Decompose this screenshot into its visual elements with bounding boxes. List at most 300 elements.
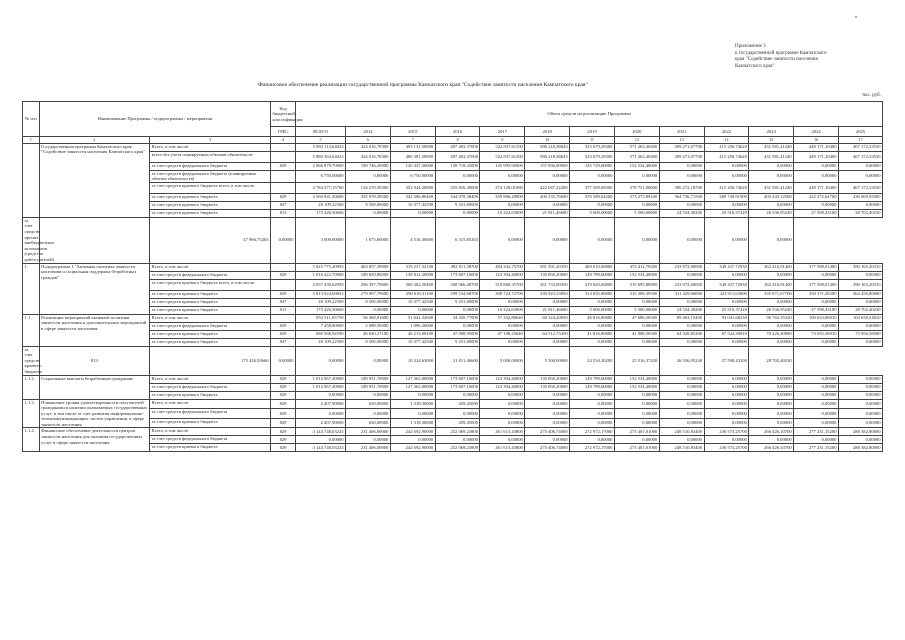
- table-row: [23, 162, 883, 170]
- year-amount: 0,00000: [614, 391, 659, 399]
- year-amount: 231 406,00000: [346, 444, 391, 452]
- funding-source: за счет средств федерального бюджета: [150, 409, 271, 419]
- year-amount: 0,00000: [570, 170, 615, 182]
- year-amount: 152 534,40000: [614, 383, 659, 391]
- year-amount: 0,00000: [614, 338, 659, 346]
- funding-source: за счет средств краевого бюджета: [150, 391, 271, 399]
- year-amount: 0,00000: [614, 409, 659, 419]
- year-amount: 0,00000: [570, 391, 615, 399]
- total-amount: 0,00000: [296, 409, 346, 419]
- year-amount: 0,00000: [659, 201, 704, 209]
- year-amount: 0,00000: [659, 298, 704, 306]
- year-amount: 152 534,40000: [614, 271, 659, 279]
- year-amount: 525 679,29300: [570, 151, 615, 162]
- year-amount: 0,00000: [704, 217, 749, 263]
- year-amount: 0,00000: [525, 298, 570, 306]
- year-amount: 75 956,58580: [838, 330, 882, 338]
- year-amount: 279 097,79600: [346, 290, 391, 298]
- year-amount: 323 911,63000: [704, 290, 749, 298]
- year-amount: 0,00000: [614, 217, 659, 263]
- grbs-code: 813: [39, 346, 149, 375]
- year-amount: 630,00000: [346, 399, 391, 409]
- year-amount: 525 679,29300: [570, 143, 615, 151]
- year-amount: 104 658,54810: [838, 314, 882, 322]
- year-amount: 0,00000: [659, 162, 704, 170]
- grbs-code: [271, 143, 296, 151]
- appendix-line: края "Содействие занятости населения: [735, 57, 818, 62]
- year-amount: 403 243,12500: [749, 193, 794, 201]
- units-label: тыс. руб.: [862, 93, 881, 98]
- year-amount: 139 718,25000: [435, 162, 480, 170]
- total-amount: 3 144 748,03243: [296, 444, 346, 452]
- year-amount: 149 789,60000: [570, 383, 615, 391]
- year-amount: 25 516,37420: [704, 306, 749, 314]
- year-amount: 93 041,68230: [704, 314, 749, 322]
- total-amount: 175 426,50660: [296, 306, 346, 314]
- year-amount: 377 598,01400: [794, 279, 839, 290]
- year-amount: 0,00000: [749, 436, 794, 444]
- year-amount: 390 165,20310: [838, 263, 882, 271]
- year-amount: 324 016,78300: [346, 151, 391, 162]
- column-number: 6: [346, 137, 391, 144]
- year-amount: 0,00000: [570, 436, 615, 444]
- header-year: 2025: [838, 127, 882, 137]
- table-row: [23, 444, 883, 452]
- year-amount: 0,00000: [480, 217, 525, 263]
- year-amount: 0,00000: [659, 375, 704, 383]
- funding-source: за счет средств краевого бюджета: [150, 418, 271, 428]
- year-amount: 308 966,48700: [435, 279, 480, 290]
- year-amount: 422 047,22200: [525, 182, 570, 193]
- header-code: Код бюджетной классификации: [271, 102, 296, 127]
- row-number: 1.1.: [23, 314, 40, 346]
- row-number: 1.1.3.: [23, 399, 40, 428]
- year-amount: 0,00000: [525, 409, 570, 419]
- year-amount: 0,00000: [838, 399, 882, 409]
- year-amount: 0,00000: [346, 436, 391, 444]
- year-amount: 0,00000: [794, 170, 839, 182]
- funding-source: за счет средств федерального бюджета (планируемые объемы обязательств): [150, 170, 271, 182]
- grbs-code: 829: [271, 162, 296, 170]
- total-amount: 4 037 439,62993: [296, 279, 346, 290]
- table-row: [23, 346, 883, 375]
- year-amount: 581 591,20350: [525, 263, 570, 271]
- year-amount: 275 406,74000: [525, 428, 570, 436]
- column-number: 5: [296, 137, 346, 144]
- year-amount: 0,00000: [614, 436, 659, 444]
- year-amount: 0,00000: [570, 418, 615, 428]
- column-number: 12: [614, 137, 659, 144]
- year-amount: 415 256,74620: [704, 151, 749, 162]
- program-name: Подпрограмма 1 "Активная политика занятости населения и социальная поддержка безработных граждан": [39, 263, 149, 314]
- year-amount: 64 928,85200: [659, 330, 704, 338]
- year-amount: 415 256,74620: [704, 143, 749, 151]
- funding-source: за счет средств краевого бюджета: [150, 193, 271, 201]
- funding-source: за счет средств краевого бюджета: [150, 201, 271, 209]
- year-amount: 522 837,61100: [480, 143, 525, 151]
- year-amount: 24 534,30200: [659, 306, 704, 314]
- column-number: 2: [39, 137, 149, 144]
- year-amount: 374 129,01960: [480, 182, 525, 193]
- year-amount: 0,00000: [749, 375, 794, 383]
- year-amount: 5 000,00000: [480, 346, 525, 375]
- year-amount: 10 377,42500: [390, 298, 435, 306]
- year-amount: 0,00000: [346, 391, 391, 399]
- year-amount: 0,00000: [390, 409, 435, 419]
- year-amount: 0,00000: [794, 383, 839, 391]
- year-amount: 319 695,80900: [614, 279, 659, 290]
- table-row: [23, 306, 883, 314]
- year-amount: 67 524,30810: [704, 330, 749, 338]
- year-amount: 28 702,40230: [838, 306, 882, 314]
- table-row: [23, 314, 883, 322]
- header-year: 2024: [794, 127, 839, 137]
- year-amount: 0,00000: [704, 271, 749, 279]
- year-amount: 339 923,53850: [525, 290, 570, 298]
- year-amount: 361 733,00350: [525, 279, 570, 290]
- year-amount: 9 431,80000: [435, 298, 480, 306]
- year-amount: 377 509,69300: [570, 182, 615, 193]
- year-amount: 0,00000: [659, 322, 704, 330]
- table-row: [23, 375, 883, 383]
- year-amount: 41 988,56500: [614, 330, 659, 338]
- year-amount: 0,00000: [794, 409, 839, 419]
- column-number: 3: [150, 137, 271, 144]
- year-amount: 26 536,95240: [659, 346, 704, 375]
- row-number: 1.: [23, 263, 40, 314]
- year-amount: 0,00000: [794, 298, 839, 306]
- year-amount: 233 972,00000: [659, 279, 704, 290]
- year-amount: 0,00000: [570, 399, 615, 409]
- year-amount: 352 944,28900: [390, 182, 435, 193]
- year-amount: 0,00000: [480, 418, 525, 428]
- total-amount: 2 407,90000: [296, 399, 346, 409]
- year-amount: 364 736,71500: [659, 193, 704, 201]
- year-amount: 0,00000: [794, 375, 839, 383]
- column-number: 11: [570, 137, 615, 144]
- funding-source: за счет средств краевого бюджета: [24, 346, 42, 374]
- year-amount: 0,00000: [346, 170, 391, 182]
- year-amount: 152 534,40000: [614, 375, 659, 383]
- year-amount: 467 172,33530: [838, 151, 882, 162]
- year-amount: 355 816,30000: [435, 182, 480, 193]
- program-name: Финансовое обеспечение деятельности центров занятости населения для оказания государственных услуг в сфере занятости населения: [39, 428, 149, 452]
- year-amount: 273 401,01000: [614, 444, 659, 452]
- year-amount: 1 318,30000: [390, 399, 435, 409]
- year-amount: 252 069,23800: [435, 444, 480, 452]
- grbs-code: [271, 170, 296, 182]
- year-amount: 308 723,72700: [480, 290, 525, 298]
- row-number: [23, 143, 40, 217]
- year-amount: 0,00000: [749, 201, 794, 209]
- grbs-code: 813: [271, 209, 296, 217]
- year-amount: 0,00000: [435, 409, 480, 419]
- financing-table: [22, 101, 883, 452]
- header-year: 2020: [614, 127, 659, 137]
- year-amount: 47 008,95000: [435, 330, 480, 338]
- year-amount: 261 615,43800: [480, 444, 525, 452]
- year-amount: 0,00000: [749, 217, 794, 263]
- year-amount: 157 836,00000: [525, 162, 570, 170]
- year-amount: 0,00000: [614, 322, 659, 330]
- year-amount: 422 272,64700: [794, 193, 839, 201]
- year-amount: 189 746,20000: [346, 162, 391, 170]
- year-amount: 47 686,56500: [614, 314, 659, 322]
- table-body: [23, 143, 883, 452]
- year-amount: 123 394,40000: [480, 271, 525, 279]
- header-year: 2018: [525, 127, 570, 137]
- year-amount: 469 610,66800: [570, 263, 615, 271]
- corner-mark: [855, 16, 857, 18]
- total-amount: 3 144 748,03243: [296, 428, 346, 436]
- table-row: [23, 399, 883, 409]
- grbs-code: 829: [271, 322, 296, 330]
- year-amount: 484 342,75700: [480, 263, 525, 271]
- year-amount: 10 224,63000: [480, 209, 525, 217]
- year-amount: 0,00000: [794, 322, 839, 330]
- year-amount: 6 315,85263: [435, 217, 480, 263]
- year-amount: 8 500,00000: [346, 338, 391, 346]
- header-year: 2016: [435, 127, 480, 137]
- year-amount: 0,00000: [525, 338, 570, 346]
- total-amount: 1 012 967,40000: [296, 375, 346, 383]
- year-amount: 449 171,10400: [794, 143, 839, 151]
- year-amount: 0,00000: [480, 170, 525, 182]
- year-amount: 0,00000: [749, 418, 794, 428]
- funding-source: Всего, в том числе:: [150, 314, 271, 322]
- appendix-line: Приложение 3: [735, 44, 766, 49]
- column-number: 17: [838, 137, 882, 144]
- year-amount: 0,00000: [614, 170, 659, 182]
- year-amount: 173 697,10000: [435, 271, 480, 279]
- year-amount: 189 951,70000: [346, 375, 391, 383]
- year-amount: 47 108,25640: [480, 330, 525, 338]
- table-header: [23, 102, 883, 144]
- column-number: 16: [794, 137, 839, 144]
- year-amount: 0,00000: [659, 271, 704, 279]
- funding-source: за счет средств федерального бюджета: [150, 436, 271, 444]
- year-amount: 134 270,58300: [346, 182, 391, 193]
- year-amount: 399 271,07700: [659, 143, 704, 151]
- year-amount: 0,00000: [749, 391, 794, 399]
- year-amount: 0,00000: [838, 338, 882, 346]
- funding-source: Всего, в том числе:: [150, 399, 271, 409]
- year-amount: 272 972,17000: [570, 428, 615, 436]
- table-row: [23, 383, 883, 391]
- year-amount: 0,00000: [346, 306, 391, 314]
- year-amount: 522 837,61100: [480, 151, 525, 162]
- year-amount: 449 171,10400: [794, 151, 839, 162]
- table-row: [23, 409, 883, 419]
- row-number: 1.1.4.: [23, 428, 40, 452]
- year-amount: 51 641,32600: [390, 314, 435, 322]
- year-amount: 0,00000: [614, 298, 659, 306]
- year-amount: 252 069,23800: [435, 428, 480, 436]
- year-amount: 272 972,17000: [570, 444, 615, 452]
- total-amount: 4 560 841,30600: [296, 193, 346, 201]
- year-amount: 0,00000: [704, 399, 749, 409]
- program-name: Реализация мероприятий активной политики занятости населения и дополнительных мероприятий в сфере занятости населения: [39, 314, 149, 346]
- funding-source: за счет средств краевого бюджета всего, в том числе:: [150, 182, 271, 193]
- header-year: 2021: [659, 127, 704, 137]
- grbs-code: 829: [271, 290, 296, 298]
- year-amount: 370 589,64200: [570, 193, 615, 201]
- header-year: 2019: [570, 127, 615, 137]
- year-amount: 0,00000: [704, 383, 749, 391]
- funding-source: за счет средств федерального бюджета: [150, 383, 271, 391]
- total-amount: 175 426,50660: [296, 209, 346, 217]
- year-amount: 41 816,80800: [570, 330, 615, 338]
- year-amount: 2 088,50000: [346, 322, 391, 330]
- year-amount: 349 437,72930: [704, 279, 749, 290]
- year-amount: 24 534,30200: [570, 346, 615, 375]
- header-num: № п/п: [23, 102, 40, 137]
- year-amount: 73 035,36910: [794, 330, 839, 338]
- column-number: 8: [435, 137, 480, 144]
- grbs-code: [271, 279, 296, 290]
- year-amount: 0,00000: [794, 201, 839, 209]
- funding-source: Всего, в том числе:: [150, 375, 271, 383]
- year-amount: 571 263,40400: [614, 151, 659, 162]
- year-amount: 64 512,73450: [525, 330, 570, 338]
- year-amount: 149 789,60000: [570, 271, 615, 279]
- year-amount: 290 618,31100: [390, 290, 435, 298]
- year-amount: 497 403,37000: [435, 151, 480, 162]
- year-amount: 0,00000: [838, 383, 882, 391]
- year-amount: 335 871,67700: [749, 290, 794, 298]
- total-amount: 1 012 967,40000: [296, 383, 346, 391]
- table-row: [23, 182, 883, 193]
- year-amount: 0,00000: [346, 209, 391, 217]
- year-amount: 10 377,42500: [390, 338, 435, 346]
- appendix-note: [735, 44, 895, 70]
- year-amount: 96 763,35320: [749, 314, 794, 322]
- year-amount: 0,00000: [749, 271, 794, 279]
- year-amount: 4 516,30600: [390, 217, 435, 263]
- year-amount: 288 382,80000: [838, 444, 882, 452]
- year-amount: 0,00000: [480, 391, 525, 399]
- header-year: 2023: [749, 127, 794, 137]
- year-amount: 0,00000: [525, 201, 570, 209]
- year-amount: 630,00000: [346, 418, 391, 428]
- year-amount: 324 016,78300: [346, 143, 391, 151]
- year-amount: 266 426,10700: [749, 428, 794, 436]
- year-amount: 288 382,80000: [838, 428, 882, 436]
- year-amount: 0,00000: [525, 399, 570, 409]
- year-amount: 0,00000: [480, 409, 525, 419]
- table-row: [23, 322, 883, 330]
- total-amount: 175 426,50660: [150, 346, 271, 375]
- year-amount: 56 369,01600: [346, 314, 391, 322]
- year-amount: 0,00000: [570, 322, 615, 330]
- year-amount: 8 500,00000: [346, 298, 391, 306]
- year-amount: 431 581,41240: [749, 143, 794, 151]
- year-amount: 0,00000: [480, 201, 525, 209]
- year-amount: 0,00000: [435, 436, 480, 444]
- year-amount: 152 534,40000: [614, 162, 659, 170]
- total-amount: 28 109,22500: [296, 298, 346, 306]
- year-amount: 6 750,00000: [390, 170, 435, 182]
- year-amount: 0,00000: [480, 436, 525, 444]
- year-amount: 0,00000: [346, 346, 391, 375]
- year-amount: 26 536,95240: [749, 306, 794, 314]
- grbs-code: 829: [271, 391, 296, 399]
- total-amount: 5 883 113,64023: [296, 143, 346, 151]
- year-amount: 24 534,30200: [659, 209, 704, 217]
- year-amount: 0,00000: [390, 209, 435, 217]
- year-amount: 0,00000: [838, 170, 882, 182]
- year-amount: 0,00000: [794, 391, 839, 399]
- column-number: 4: [271, 137, 296, 144]
- year-amount: 0,00000: [614, 418, 659, 428]
- year-amount: 0,00000: [704, 322, 749, 330]
- year-amount: 0,00000: [794, 418, 839, 428]
- year-amount: 350 371,28200: [794, 290, 839, 298]
- total-amount: 4 784 377,15760: [296, 182, 346, 193]
- year-amount: 342 586,86400: [390, 193, 435, 201]
- year-amount: 10 224,63000: [390, 346, 435, 375]
- year-amount: 0,00000: [838, 409, 882, 419]
- year-amount: 145 995,90000: [480, 162, 525, 170]
- year-amount: 0,00000: [525, 418, 570, 428]
- grbs-code: 847: [271, 298, 296, 306]
- year-amount: 261 615,43800: [480, 428, 525, 436]
- year-amount: 139 858,20000: [525, 375, 570, 383]
- year-amount: 1 318,30000: [390, 418, 435, 428]
- grbs-code: [271, 151, 296, 162]
- year-amount: 231 406,00000: [346, 428, 391, 436]
- table-row: [23, 143, 883, 151]
- year-amount: 314 835,86800: [570, 290, 615, 298]
- year-amount: 0,00000: [704, 201, 749, 209]
- total-amount: 7 458,80000: [296, 322, 346, 330]
- year-amount: 0,00000: [704, 436, 749, 444]
- year-amount: 0,00000: [659, 409, 704, 419]
- year-amount: 0,00000: [794, 338, 839, 346]
- year-amount: 9 431,80000: [435, 201, 480, 209]
- year-amount: 344 078,38400: [435, 193, 480, 201]
- year-amount: 0,00000: [614, 399, 659, 409]
- total-amount: 2 407,90000: [296, 418, 346, 428]
- total-amount: 28 109,22500: [296, 201, 346, 209]
- table-row: [23, 418, 883, 428]
- year-amount: 0,00000: [346, 409, 391, 419]
- header-volume: Объем средств на реализацию Программы: [296, 102, 883, 127]
- year-amount: 266 426,10700: [749, 444, 794, 452]
- year-amount: 431 581,41240: [749, 151, 794, 162]
- year-amount: 0,00000: [614, 201, 659, 209]
- year-amount: 0,00000: [659, 170, 704, 182]
- year-amount: 0,00000: [749, 409, 794, 419]
- table-row: [23, 217, 883, 263]
- year-amount: 1 675,00000: [346, 217, 391, 263]
- year-amount: 0,00000: [704, 298, 749, 306]
- funding-source: всего без учета планируемых объемов обязательств: [150, 151, 271, 162]
- column-number: 15: [749, 137, 794, 144]
- year-amount: 362 416,91400: [749, 263, 794, 271]
- year-amount: 123 394,40000: [480, 383, 525, 391]
- year-amount: 34 435,77000: [435, 314, 480, 322]
- grbs-code: 829: [271, 193, 296, 201]
- year-amount: 463 857,39000: [346, 263, 391, 271]
- funding-source: за счет средств федерального бюджета: [150, 271, 271, 279]
- year-amount: 127 362,00000: [390, 383, 435, 391]
- year-amount: 0,00000: [838, 298, 882, 306]
- year-amount: 10 224,63000: [480, 306, 525, 314]
- header-year: 2022: [704, 127, 749, 137]
- year-amount: 359 886,28900: [480, 193, 525, 201]
- funding-source: за счет средств федерального бюджета: [150, 322, 271, 330]
